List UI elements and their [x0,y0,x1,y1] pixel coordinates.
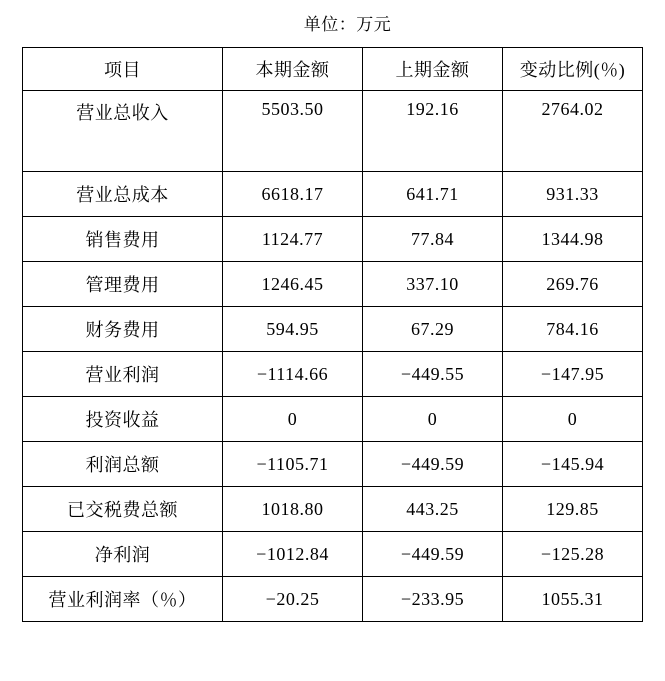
table-row [23,442,643,487]
row-current-value: 0 [223,397,363,442]
column-header-item: 项目 [23,48,223,91]
row-label: 营业利润 [23,352,223,397]
row-change-value: 1344.98 [503,217,643,262]
row-previous-value: −449.59 [363,532,503,577]
row-current-value: 5503.50 [223,91,363,172]
unit-note: 单位：万元 [303,15,392,34]
table-row [23,397,643,442]
column-header-change: 变动比例(％) [503,48,643,91]
row-previous-value: 641.71 [363,172,503,217]
row-label: 管理费用 [23,262,223,307]
row-previous-value: 67.29 [363,307,503,352]
row-label: 营业利润率（％） [23,577,223,622]
row-previous-value: 77.84 [363,217,503,262]
row-current-value: 6618.17 [223,172,363,217]
row-change-value: 1055.31 [503,577,643,622]
row-change-value: 269.76 [503,262,643,307]
column-header-previous: 上期金额 [363,48,503,91]
row-current-value: −1012.84 [223,532,363,577]
row-current-value: 1018.80 [223,487,363,532]
row-current-value: 594.95 [223,307,363,352]
row-previous-value: −449.55 [363,352,503,397]
row-label: 销售费用 [23,217,223,262]
financial-summary-table [22,47,643,622]
row-label: 财务费用 [23,307,223,352]
table-row [23,577,643,622]
row-previous-value: 192.16 [363,91,503,172]
row-label: 营业总收入 [23,91,223,172]
table-row [23,172,643,217]
row-change-value: 784.16 [503,307,643,352]
row-previous-value: 0 [363,397,503,442]
row-label: 营业总成本 [23,172,223,217]
row-change-value: −125.28 [503,532,643,577]
row-current-value: −1105.71 [223,442,363,487]
table-row [23,532,643,577]
table-row [23,262,643,307]
row-current-value: 1246.45 [223,262,363,307]
row-previous-value: 337.10 [363,262,503,307]
row-change-value: 931.33 [503,172,643,217]
row-label: 投资收益 [23,397,223,442]
row-current-value: 1124.77 [223,217,363,262]
table-row [23,307,643,352]
row-previous-value: −449.59 [363,442,503,487]
row-label: 已交税费总额 [23,487,223,532]
table-row [23,487,643,532]
row-change-value: −147.95 [503,352,643,397]
table-row [23,91,643,172]
unit-note-line [0,0,665,47]
row-previous-value: 443.25 [363,487,503,532]
row-change-value: 0 [503,397,643,442]
row-change-value: 2764.02 [503,91,643,172]
table-header-row [23,48,643,91]
row-label: 净利润 [23,532,223,577]
row-label: 利润总额 [23,442,223,487]
table-row [23,217,643,262]
row-current-value: −1114.66 [223,352,363,397]
column-header-current: 本期金额 [223,48,363,91]
row-current-value: −20.25 [223,577,363,622]
row-change-value: 129.85 [503,487,643,532]
row-previous-value: −233.95 [363,577,503,622]
table-row [23,352,643,397]
row-change-value: −145.94 [503,442,643,487]
